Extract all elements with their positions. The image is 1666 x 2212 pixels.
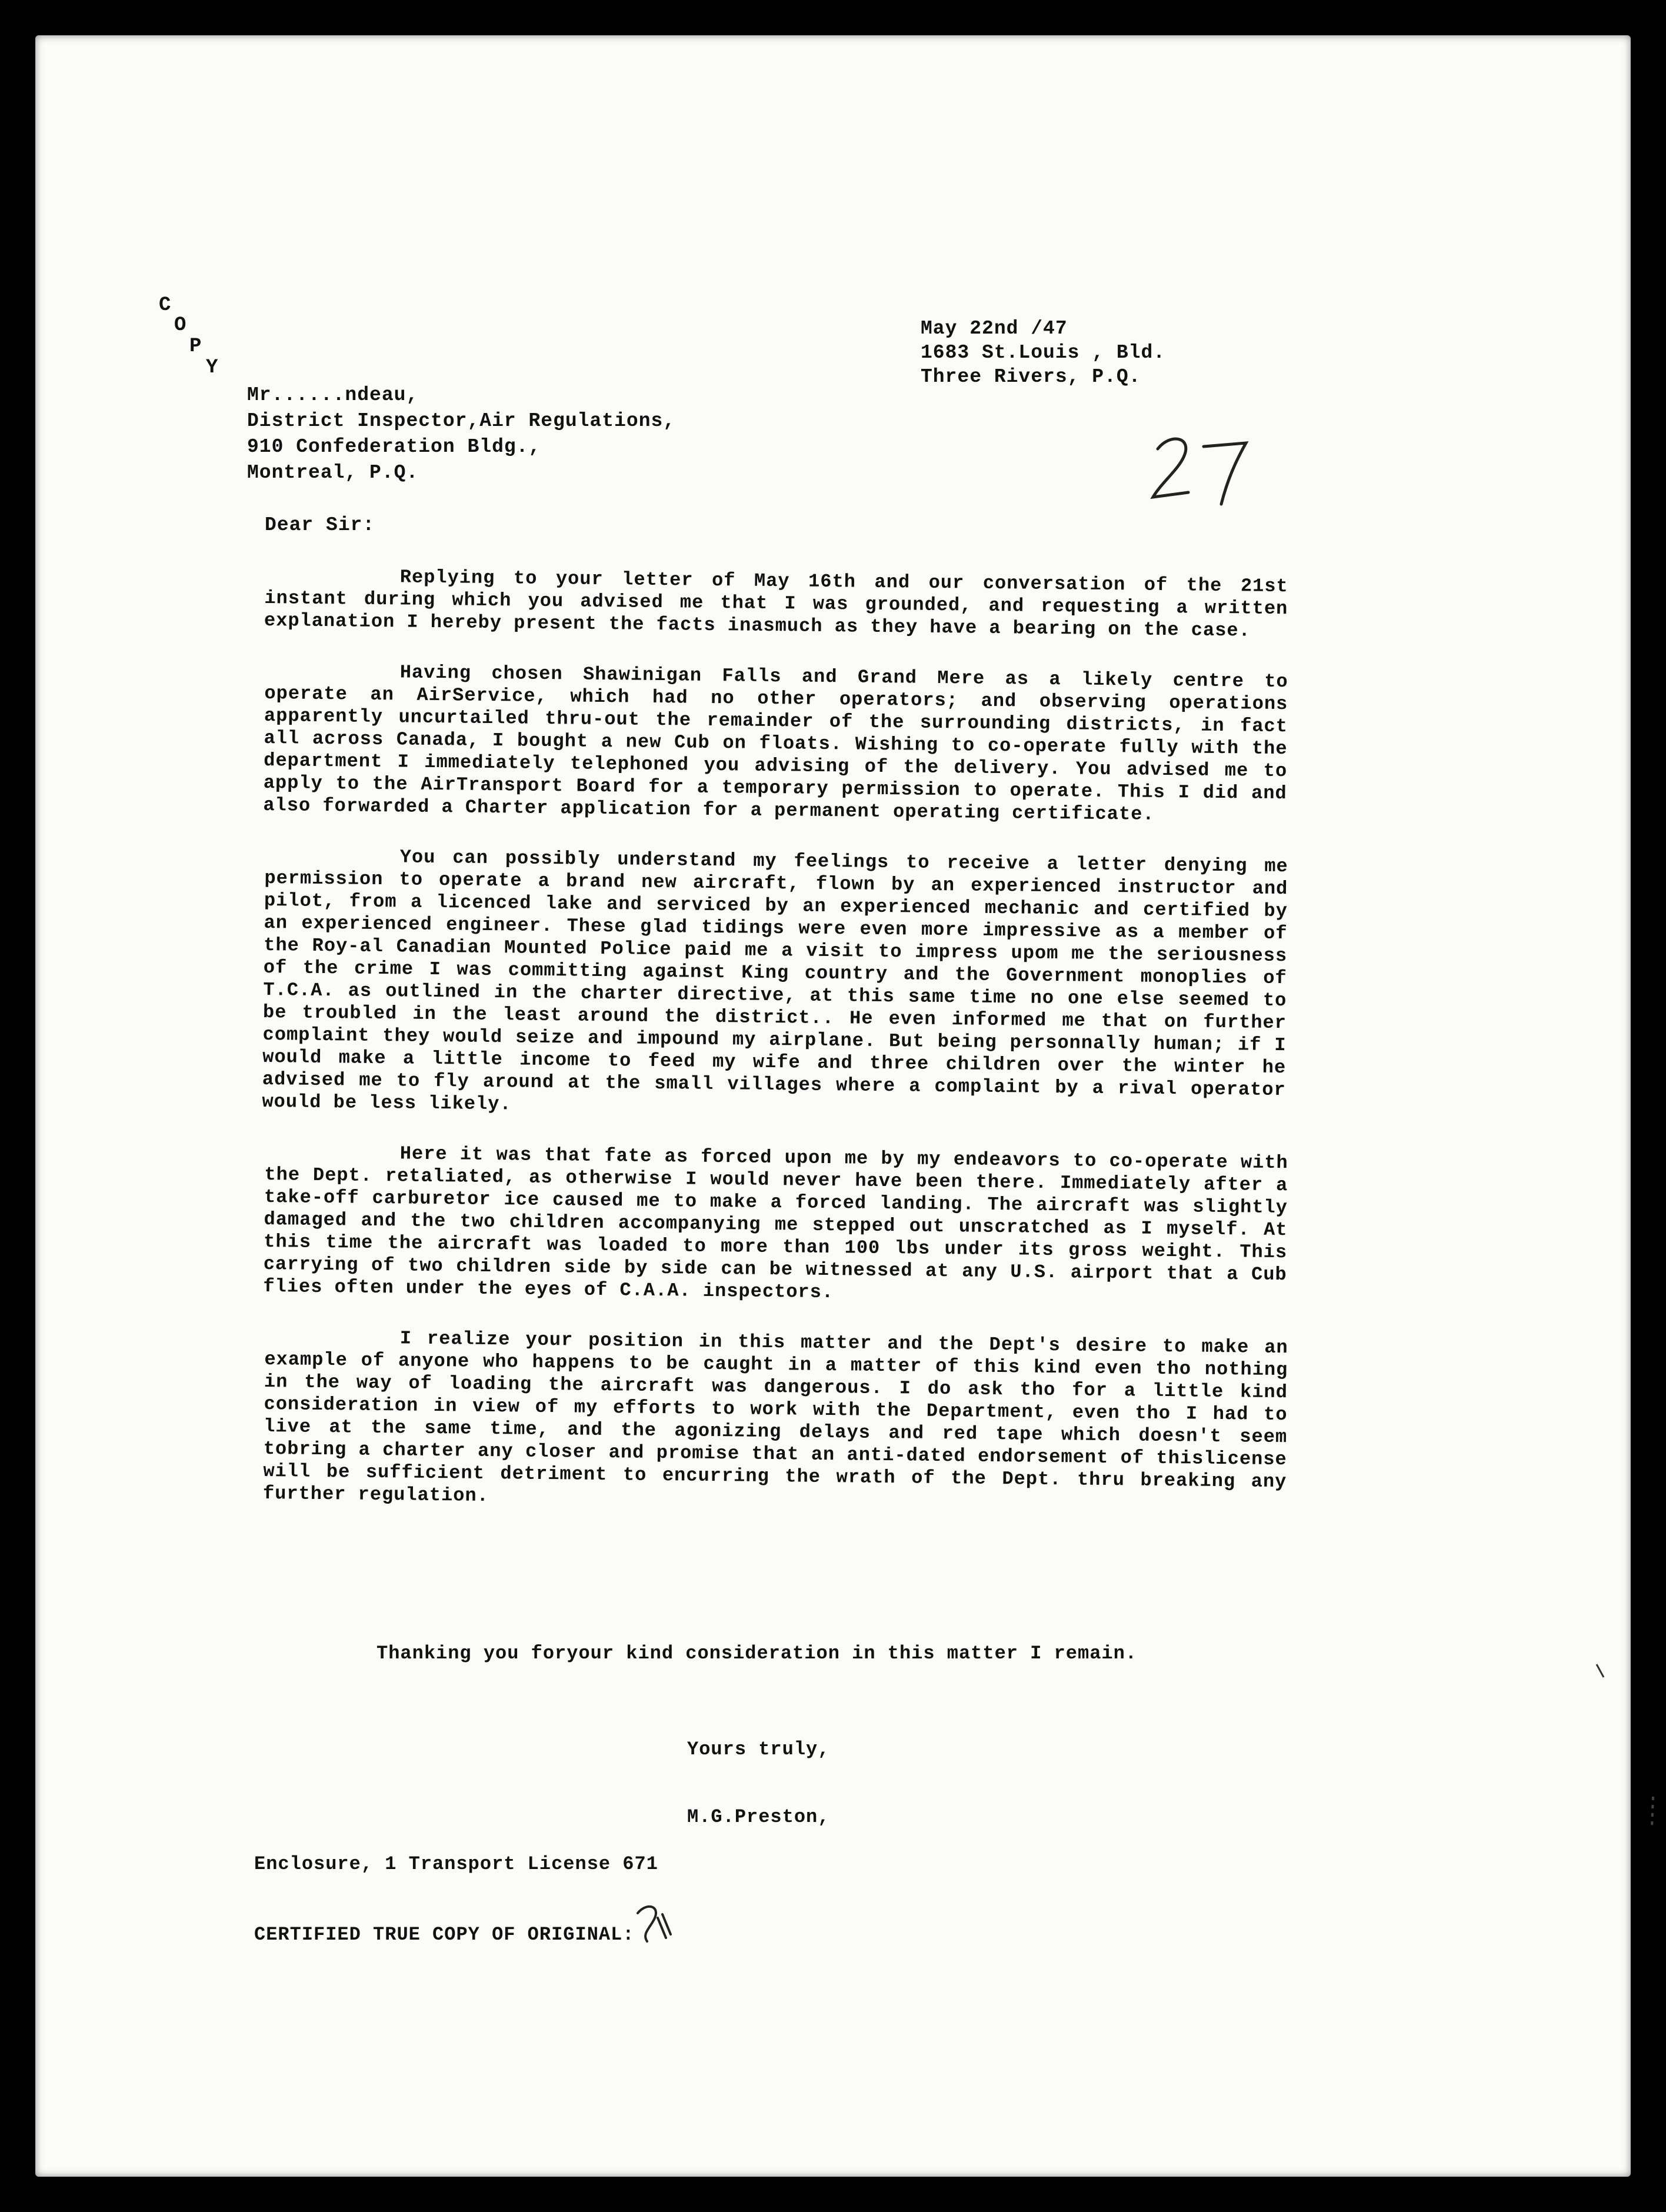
copy-letter-o: O: [174, 314, 187, 337]
recipient-title: District Inspector,Air Regulations,: [247, 410, 676, 432]
copy-stamp: [159, 294, 229, 388]
sender-address-line-2: Three Rivers, P.Q.: [921, 366, 1141, 388]
letter-date: May 22nd /47: [921, 318, 1068, 339]
body-paragraph: Having chosen Shawinigan Falls and Grand Mere as a likely centre to operate an AirService, which had no other operators; and observing operations apparently uncurtailed thru-out the remainder of the surrounding districts, in fact all across Canada, I bought a new Cub on floats. Wishing to co-operate fully with the department I immediately telephoned you advising of the delivery. You advised me to apply to the AirTransport Board for a temporary permission to operate. This I did and also forwarded a Charter application for a permanent operating certificate.: [263, 661, 1288, 825]
salutation: Dear Sir:: [265, 514, 375, 536]
recipient-name: Mr......ndeau,: [247, 384, 419, 406]
signature: M.G.Preston,: [687, 1806, 830, 1828]
letter-page: [35, 35, 1631, 2177]
copy-letter-y: Y: [206, 357, 219, 379]
handwritten-annotation-27: [1147, 427, 1253, 509]
body-paragraph: Replying to your letter of May 16th and our conversation of the 21st instant during which you advised me that I was grounded, and requesting a written explanation I hereby present the facts inasmuch as they have a bearing on the case.: [264, 566, 1288, 642]
enclosure-line: Enclosure, 1 Transport License 671: [254, 1853, 658, 1875]
recipient-building: 910 Confederation Bldg.,: [247, 436, 541, 458]
body-paragraph: I realize your position in this matter and the Dept's desire to make an example of anyone who happens to be caught in a matter of this kind even tho nothing in the way of loading the aircraft was dangerous. I do ask tho for a little kind consideration in view of my efforts to work with the Department, even tho I had to live at the same time, and the agonizing delays and red tape which doesn't seem tobring a charter any closer and promise that an anti-dated endorsement of thislicense will be sufficient detriment to encurring the wrath of the Dept. thru breaking any further regulation.: [262, 1327, 1288, 1507]
recipient-city: Montreal, P.Q.: [247, 462, 419, 484]
sender-address-line-1: 1683 St.Louis , Bld.: [921, 342, 1166, 364]
certified-copy-line: CERTIFIED TRUE COPY OF ORIGINAL:: [254, 1924, 635, 1946]
sender-block: [921, 317, 1165, 389]
margin-speck-mark: [1647, 1794, 1659, 1830]
margin-tick-mark: [1594, 1662, 1606, 1680]
valediction: Yours truly,: [687, 1738, 830, 1760]
copy-letter-c: C: [159, 294, 172, 317]
handwritten-initial-mark: [629, 1900, 677, 1947]
recipient-block: [247, 382, 675, 486]
copy-letter-p: P: [189, 335, 202, 358]
body-paragraph: Here it was that fate as forced upon me by my endeavors to co-operate with the Dept. retaliated, as otherwise I would never have been there. Immediately after a take-off carburetor ice caused me to make a forced landing. The aircraft was slightly damaged and the two children accompanying me stepped out unscratched as I myself. At this time the aircraft was loaded to more than 100 lbs under its gross weight. This carrying of two children side by side can be witnessed at any U.S. airport that a Cub flies often under the eyes of C.A.A. inspectors.: [263, 1142, 1288, 1304]
letter-body: [262, 565, 1288, 1533]
closing-line: Thanking you foryour kind consideration in this matter I remain.: [376, 1643, 1137, 1664]
body-paragraph: You can possibly understand my feelings to receive a letter denying me permission to operate a brand new aircraft, flown by an experienced instructor and pilot, from a licenced lake and serviced by an experienced mechanic and certified by an experienced engineer. These glad tidings were even more impressive as a member of the Roy-al Canadian Mounted Police paid me a visit to impress upom me the seriousness of the crime I was committing against King country and the Government monoplies of T.C.A. as outlined in the charter directive, at this same time no one else seemed to be troubled in the least around the district.. He even informed me that on further complaint they would seize and impound my airplane. But being personnally human; if I would make a little income to feed my wife and three children over the winter he advised me to fly around at the small villages where a complaint by a rival operator would be less likely.: [262, 846, 1288, 1115]
